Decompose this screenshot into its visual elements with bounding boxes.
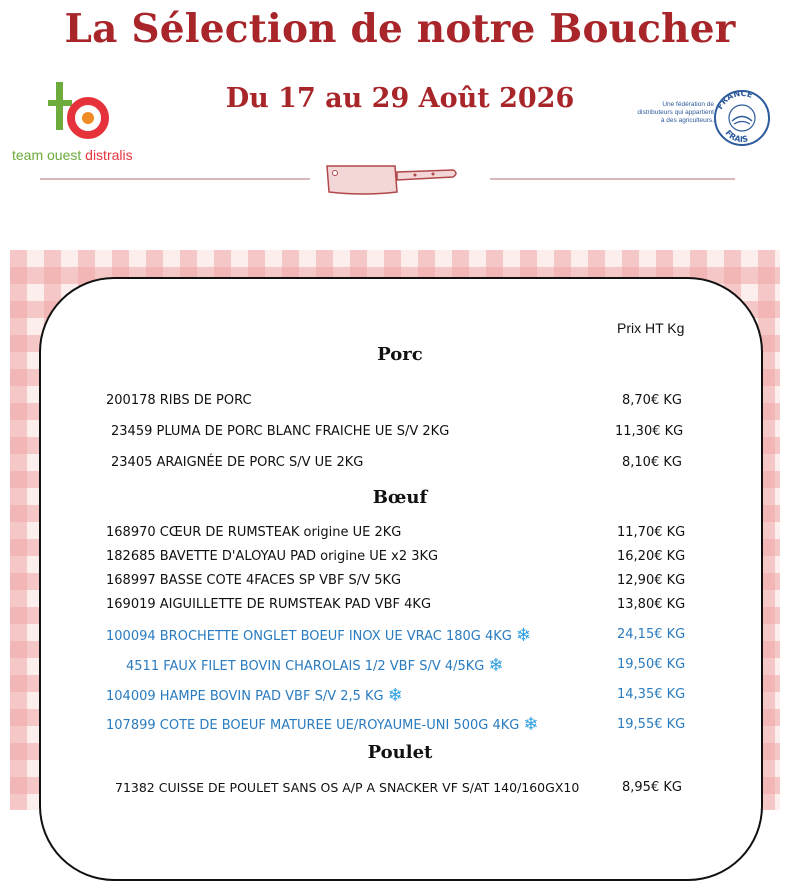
item-price: 8,95€ KG bbox=[622, 780, 682, 795]
section-title-boeuf: Bœuf bbox=[372, 487, 428, 508]
list-item bbox=[111, 424, 449, 439]
federation-text: Une fédération de distributeurs qui appartient à des agriculteurs. bbox=[637, 101, 714, 124]
list-item bbox=[115, 780, 579, 795]
list-item bbox=[106, 597, 431, 612]
snowflake-icon: ❄ bbox=[523, 714, 539, 735]
item-label: 182685 BAVETTE D'ALOYAU PAD origine UE x2 3KG bbox=[106, 549, 439, 564]
page-title: La Sélection de notre Boucher bbox=[64, 6, 736, 52]
item-price: 11,30€ KG bbox=[615, 424, 684, 439]
item-label: 200178 RIBS DE PORC bbox=[106, 393, 252, 408]
divider-left bbox=[40, 178, 310, 180]
item-label: 169019 AIGUILLETTE DE RUMSTEAK PAD VBF 4KG bbox=[106, 597, 432, 612]
divider-right bbox=[490, 178, 735, 180]
item-price: 14,35€ KG bbox=[617, 687, 686, 702]
item-price: 11,70€ KG bbox=[617, 525, 686, 540]
promo-dates: Du 17 au 29 Août 2026 bbox=[225, 83, 575, 114]
item-label: 104009 HAMPE BOVIN PAD VBF S/V 2,5 KG bbox=[106, 689, 384, 704]
list-item bbox=[106, 393, 252, 408]
list-item-frozen bbox=[106, 684, 403, 705]
list-item bbox=[111, 455, 363, 470]
section-title-porc: Porc bbox=[377, 344, 423, 365]
item-label: 23459 PLUMA DE PORC BLANC FRAICHE UE S/V 2KG bbox=[111, 424, 450, 439]
item-price: 16,20€ KG bbox=[617, 549, 686, 564]
list-item-frozen bbox=[106, 624, 531, 645]
item-label: 100094 BROCHETTE ONGLET BOEUF INOX UE VRAC 180G 4KG bbox=[106, 629, 512, 644]
list-item-frozen bbox=[106, 713, 538, 734]
snowflake-icon: ❄ bbox=[387, 685, 403, 706]
item-price: 19,50€ KG bbox=[617, 657, 686, 672]
france-frais-seal-icon bbox=[712, 88, 772, 148]
item-price: 13,80€ KG bbox=[617, 597, 686, 612]
item-price: 8,70€ KG bbox=[622, 393, 682, 408]
list-item bbox=[106, 549, 438, 564]
item-price: 19,55€ KG bbox=[617, 717, 686, 732]
item-price: 8,10€ KG bbox=[622, 455, 682, 470]
svg-text:FRAIS: FRAIS bbox=[723, 128, 749, 145]
price-column-header: Prix HT Kg bbox=[617, 320, 685, 336]
france-frais-seal bbox=[712, 88, 772, 148]
snowflake-icon: ❄ bbox=[488, 655, 504, 676]
list-item bbox=[106, 573, 401, 588]
list-item bbox=[106, 525, 401, 540]
section-title-poulet: Poulet bbox=[367, 742, 433, 763]
item-label: 168997 BASSE COTE 4FACES SP VBF S/V 5KG bbox=[106, 573, 402, 588]
team-ouest-distralis-logo bbox=[10, 78, 170, 168]
snowflake-icon: ❄ bbox=[515, 625, 531, 646]
cleaver-knife-icon bbox=[323, 160, 463, 200]
item-label: 71382 CUISSE DE POULET SANS OS A/P A SNACKER VF S/AT 140/160GX10 bbox=[115, 780, 580, 795]
item-label: 107899 COTE DE BOEUF MATUREE UE/ROYAUME-UNI 500G 4KG bbox=[106, 718, 520, 733]
logo-text-accent: distralis bbox=[85, 147, 133, 163]
logo-text-main: team ouest bbox=[12, 147, 86, 163]
list-item-frozen bbox=[126, 654, 503, 675]
to-monogram-icon bbox=[10, 78, 170, 148]
item-price: 24,15€ KG bbox=[617, 627, 686, 642]
item-price: 12,90€ KG bbox=[617, 573, 686, 588]
item-label: 23405 ARAIGNÉE DE PORC S/V UE 2KG bbox=[111, 455, 364, 470]
svg-text:FRANCE: FRANCE bbox=[715, 88, 754, 111]
item-label: 168970 CŒUR DE RUMSTEAK origine UE 2KG bbox=[106, 525, 402, 540]
item-label: 4511 FAUX FILET BOVIN CHAROLAIS 1/2 VBF S/V 4/5KG bbox=[126, 659, 485, 674]
